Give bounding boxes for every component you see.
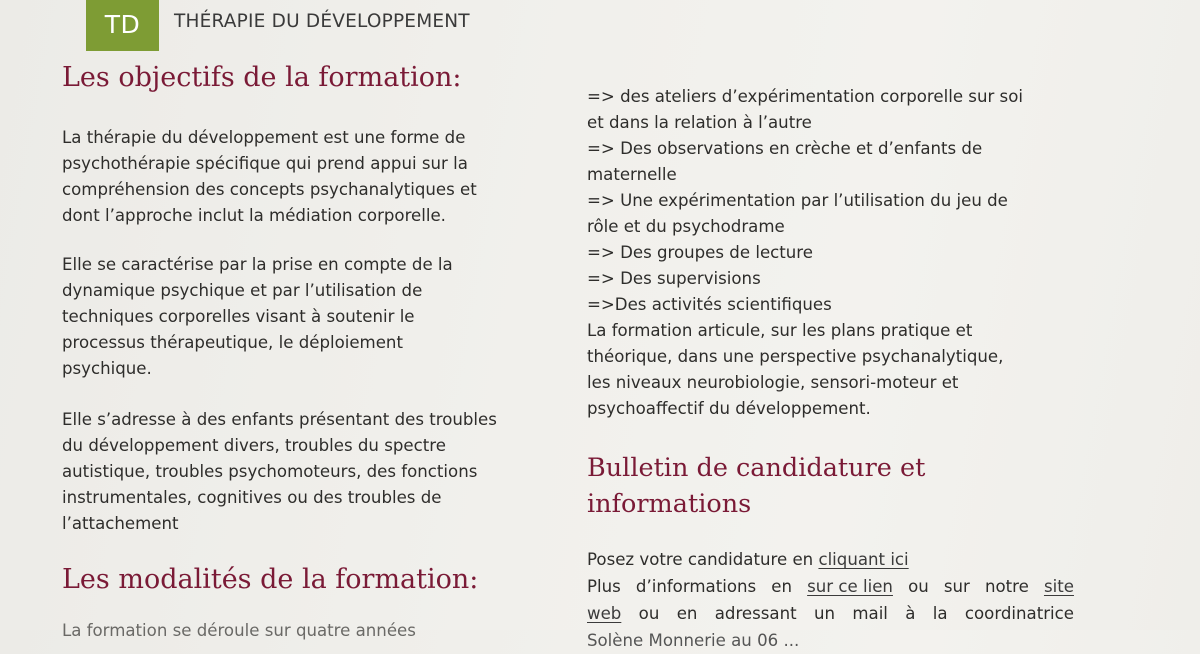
info-word: Plus xyxy=(587,577,621,596)
formation-content-list xyxy=(587,84,1023,422)
coord-word: un xyxy=(813,604,836,623)
list-item: théorique, dans une perspective psychanalytique, xyxy=(587,347,1004,366)
info-word: ou xyxy=(908,577,929,596)
td-logo xyxy=(86,0,159,51)
coord-word: la xyxy=(932,604,948,623)
text-line: dont l’approche inclut la médiation corporelle. xyxy=(62,206,446,225)
list-item: rôle et du psychodrame xyxy=(587,217,785,236)
objectifs-paragraph-1 xyxy=(62,125,477,229)
coord-word: à xyxy=(905,604,916,623)
coordinatrice-line xyxy=(587,600,1074,627)
bulletin-heading-line-2: informations xyxy=(587,489,752,519)
coord-word: adressant xyxy=(714,604,797,623)
text-line: processus thérapeutique, le déploiement xyxy=(62,333,403,352)
text-line: compréhension des concepts psychanalytiques et xyxy=(62,180,477,199)
info-link[interactable]: sur ce lien xyxy=(807,577,893,596)
brand-name: THÉRAPIE DU DÉVELOPPEMENT xyxy=(174,11,470,32)
info-word: en xyxy=(771,577,792,596)
text-line: Elle s’adresse à des enfants présentant des troubles xyxy=(62,410,497,429)
list-item: => Une expérimentation par l’utilisation du jeu de xyxy=(587,191,1008,210)
list-item: =>Des activités scientifiques xyxy=(587,295,832,314)
coord-word: en xyxy=(676,604,698,623)
text-line: instrumentales, cognitives ou des troubles de xyxy=(62,488,442,507)
coord-word: ou xyxy=(638,604,660,623)
list-item: La formation articule, sur les plans pratique et xyxy=(587,321,973,340)
bulletin-heading-line-1: Bulletin de candidature et xyxy=(587,453,926,483)
info-word: notre xyxy=(985,577,1029,596)
text-line: dynamique psychique et par l’utilisation de xyxy=(62,281,423,300)
list-item: => Des observations en crèche et d’enfants de xyxy=(587,139,983,158)
text-line: psychique. xyxy=(62,359,152,378)
objectifs-paragraph-3 xyxy=(62,407,497,537)
text-line: Elle se caractérise par la prise en compte de la xyxy=(62,255,453,274)
info-word: sur xyxy=(943,577,970,596)
site-web-link-part-1[interactable]: site xyxy=(1043,577,1074,596)
text-line: du développement divers, troubles du spectre xyxy=(62,436,446,455)
text-line: l’attachement xyxy=(62,514,179,533)
list-item: psychoaffectif du développement. xyxy=(587,399,871,418)
bulletin-heading xyxy=(587,450,925,522)
text-line: psychothérapie spécifique qui prend appui sur la xyxy=(62,154,468,173)
coord-word: mail xyxy=(852,604,888,623)
objectifs-paragraph-2 xyxy=(62,252,453,382)
contact-block xyxy=(587,546,1074,654)
list-item: => des ateliers d’expérimentation corporelle sur soi xyxy=(587,87,1023,106)
coord-word: coordinatrice xyxy=(964,604,1074,623)
candidature-link[interactable]: cliquant ici xyxy=(818,550,909,569)
info-line xyxy=(587,573,1074,600)
list-item: => Des groupes de lecture xyxy=(587,243,813,262)
contact-cut-line: Solène Monnerie au 06 ... xyxy=(587,631,800,650)
site-web-link-part-2[interactable]: web xyxy=(587,604,622,623)
modalites-cut-line: La formation se déroule sur quatre années xyxy=(62,621,416,640)
info-word: d’informations xyxy=(635,577,757,596)
list-item: et dans la relation à l’autre xyxy=(587,113,812,132)
candidature-line xyxy=(587,546,1074,573)
text-line: La thérapie du développement est une forme de xyxy=(62,128,466,147)
modalites-heading: Les modalités de la formation: xyxy=(62,564,479,595)
text-line: autistique, troubles psychomoteurs, des fonctions xyxy=(62,462,478,481)
candidature-text: Posez votre candidature en xyxy=(587,550,819,569)
list-item: => Des supervisions xyxy=(587,269,761,288)
text-line: techniques corporelles visant à soutenir le xyxy=(62,307,415,326)
list-item: maternelle xyxy=(587,165,677,184)
td-logo-text: TD xyxy=(104,10,141,39)
brand-cut-text xyxy=(174,0,311,1)
list-item: les niveaux neurobiologie, sensori-moteur et xyxy=(587,373,959,392)
objectifs-heading: Les objectifs de la formation: xyxy=(62,62,462,93)
